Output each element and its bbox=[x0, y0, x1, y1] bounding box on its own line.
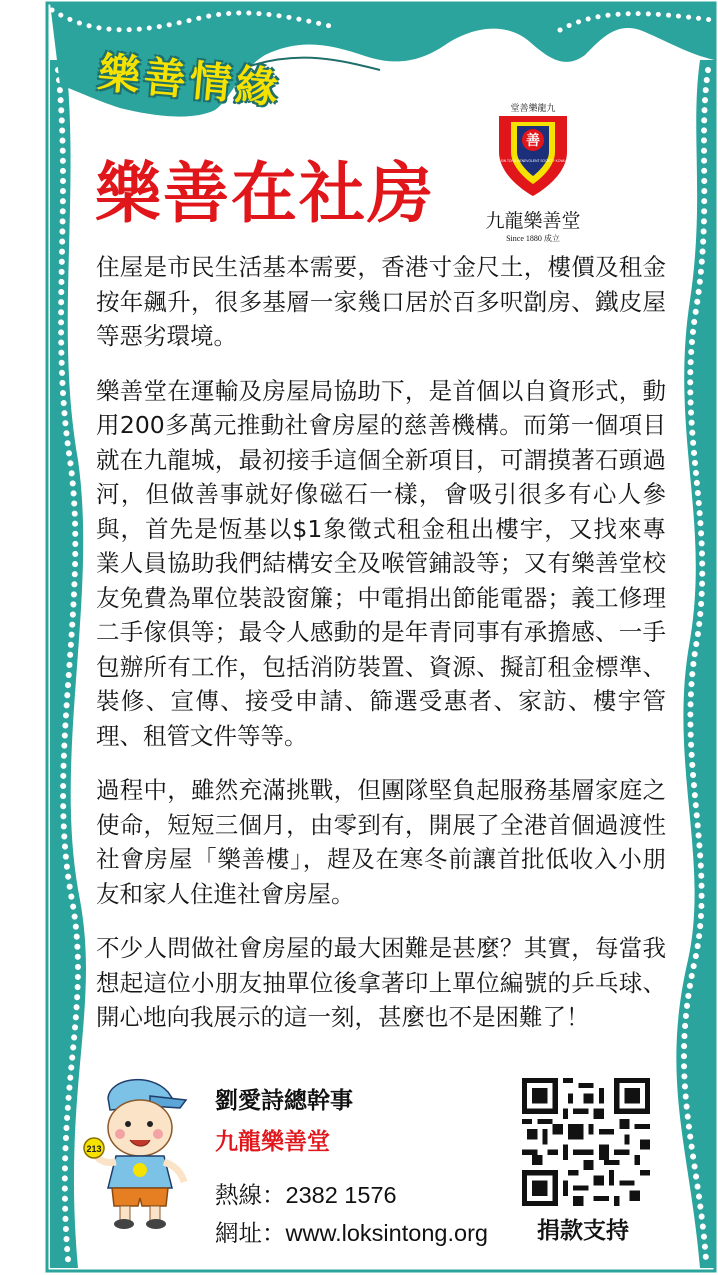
crest-icon bbox=[491, 100, 575, 200]
article-body bbox=[96, 250, 666, 1055]
donate-label: 捐款支持 bbox=[537, 1217, 629, 1243]
lok-sin-tong-logo bbox=[478, 100, 588, 244]
crest-top-text: 堂善樂龍九 bbox=[510, 104, 556, 114]
logo-name: 九龍樂善堂 bbox=[485, 210, 581, 232]
child-illustration bbox=[80, 1070, 200, 1230]
article-title: 樂善在社房 bbox=[95, 154, 435, 232]
author-block bbox=[215, 1082, 353, 1156]
hotline: 熱線：2382 1576 bbox=[215, 1182, 397, 1208]
ball-number: 213 bbox=[86, 1144, 102, 1154]
logo-since: Since 1880 成立 bbox=[506, 234, 560, 243]
author-name: 劉愛詩總幹事 bbox=[215, 1087, 353, 1113]
contact-block bbox=[215, 1176, 488, 1252]
qr-code-icon[interactable] bbox=[522, 1078, 650, 1206]
paragraph: 過程中，雖然充滿挑戰，但團隊堅負起服務基層家庭之使命，短短三個月，由零到有，開展了全港首個過渡性社會房屋「樂善樓」，趕及在寒冬前讓首批低收入小朋友和家人住進社會房屋。 bbox=[96, 776, 666, 908]
paragraph: 住屋是市民生活基本需要，香港寸金尺土，樓價及租金按年飆升，很多基層一家幾口居於百多呎劏房、鐵皮屋等惡劣環境。 bbox=[96, 253, 666, 350]
section-banner: 樂善情緣 bbox=[95, 48, 284, 113]
paragraph: 樂善堂在運輸及房屋局協助下，是首個以自資形式，動用200多萬元推動社會房屋的慈善機構。而第一個項目就在九龍城，最初接手這個全新項目，可謂摸著石頭過河，但做善事就好像磁石一樣，會吸引很多有心人參與，首先是恆基以$1象徵式租金租出樓宇，又找來專業人員協助我們結構安全及喉管鋪設等；又有樂善堂校友免費為單位裝設窗簾；中電捐出節能電器；義工修理二手傢俱等；最令人感動的是年青同事有承擔感、一手包辦所有工作，包括消防裝置、資源、擬訂租金標準、裝修、宣傳、接受申請、篩選受惠者、家訪、樓宇管理、租管文件等等。 bbox=[96, 376, 666, 750]
crest-ring-text: LOK SIN TONG BENEVOLENT SOCIETY KOWLOON bbox=[493, 159, 573, 163]
author-org: 九龍樂善堂 bbox=[215, 1128, 330, 1154]
website-link[interactable]: 網址：www.loksintong.org bbox=[215, 1220, 488, 1246]
crest-badge-char: 善 bbox=[526, 133, 540, 149]
paragraph: 不少人問做社會房屋的最大困難是甚麼？其實，每當我想起這位小朋友抽單位後拿著印上單位編號的乒乓球、開心地向我展示的這一刻，甚麼也不是困難了！ bbox=[96, 934, 666, 1031]
